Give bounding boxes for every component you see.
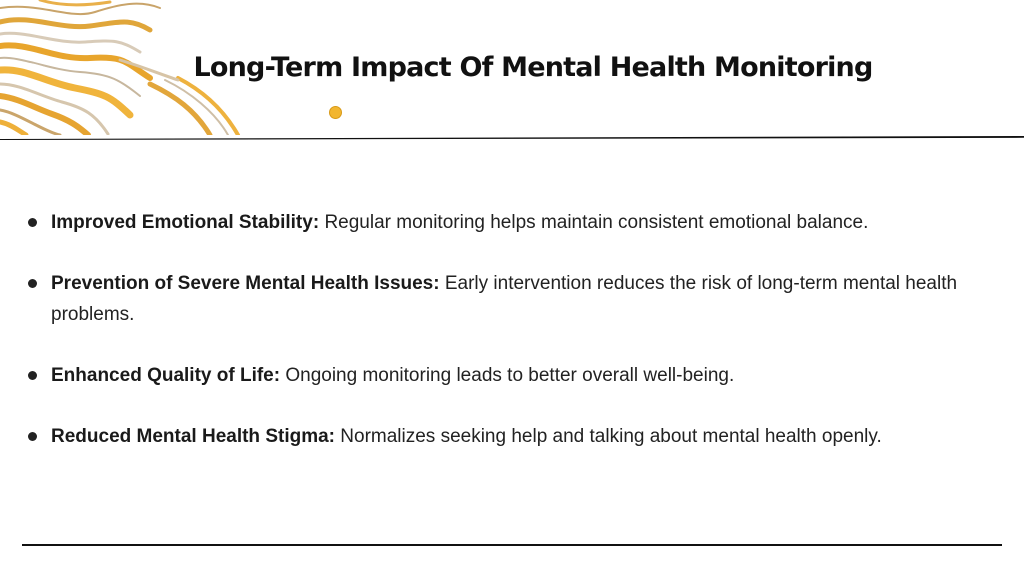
gold-dot-decoration	[329, 106, 342, 119]
bullet-term: Reduced Mental Health Stigma:	[51, 426, 335, 447]
bullet-term: Prevention of Severe Mental Health Issues:	[51, 273, 440, 294]
bullet-text: Regular monitoring helps maintain consistent emotional balance.	[324, 212, 869, 233]
bullet-prevention	[24, 268, 999, 330]
slide-title: Long-Term Impact Of Mental Health Monitoring	[193, 52, 873, 83]
bullet-text: Normalizes seeking help and talking about mental health openly.	[340, 426, 882, 447]
bullet-term: Enhanced Quality of Life:	[51, 365, 281, 386]
top-divider	[0, 136, 1024, 140]
bullet-reduced-stigma	[24, 421, 999, 452]
bullet-text: Early intervention reduces the risk of long-term mental health problems.	[51, 273, 958, 325]
bullet-list	[24, 207, 999, 482]
bullet-dot	[28, 432, 37, 441]
bullet-dot	[28, 371, 37, 380]
bullet-dot	[28, 279, 37, 288]
bullet-quality-of-life	[24, 360, 999, 391]
bullet-term: Improved Emotional Stability:	[51, 212, 320, 233]
bottom-divider	[22, 544, 1002, 546]
bullet-text: Ongoing monitoring leads to better overall well-being.	[285, 365, 735, 386]
bullet-dot	[28, 218, 37, 227]
bullet-emotional-stability	[24, 207, 999, 238]
